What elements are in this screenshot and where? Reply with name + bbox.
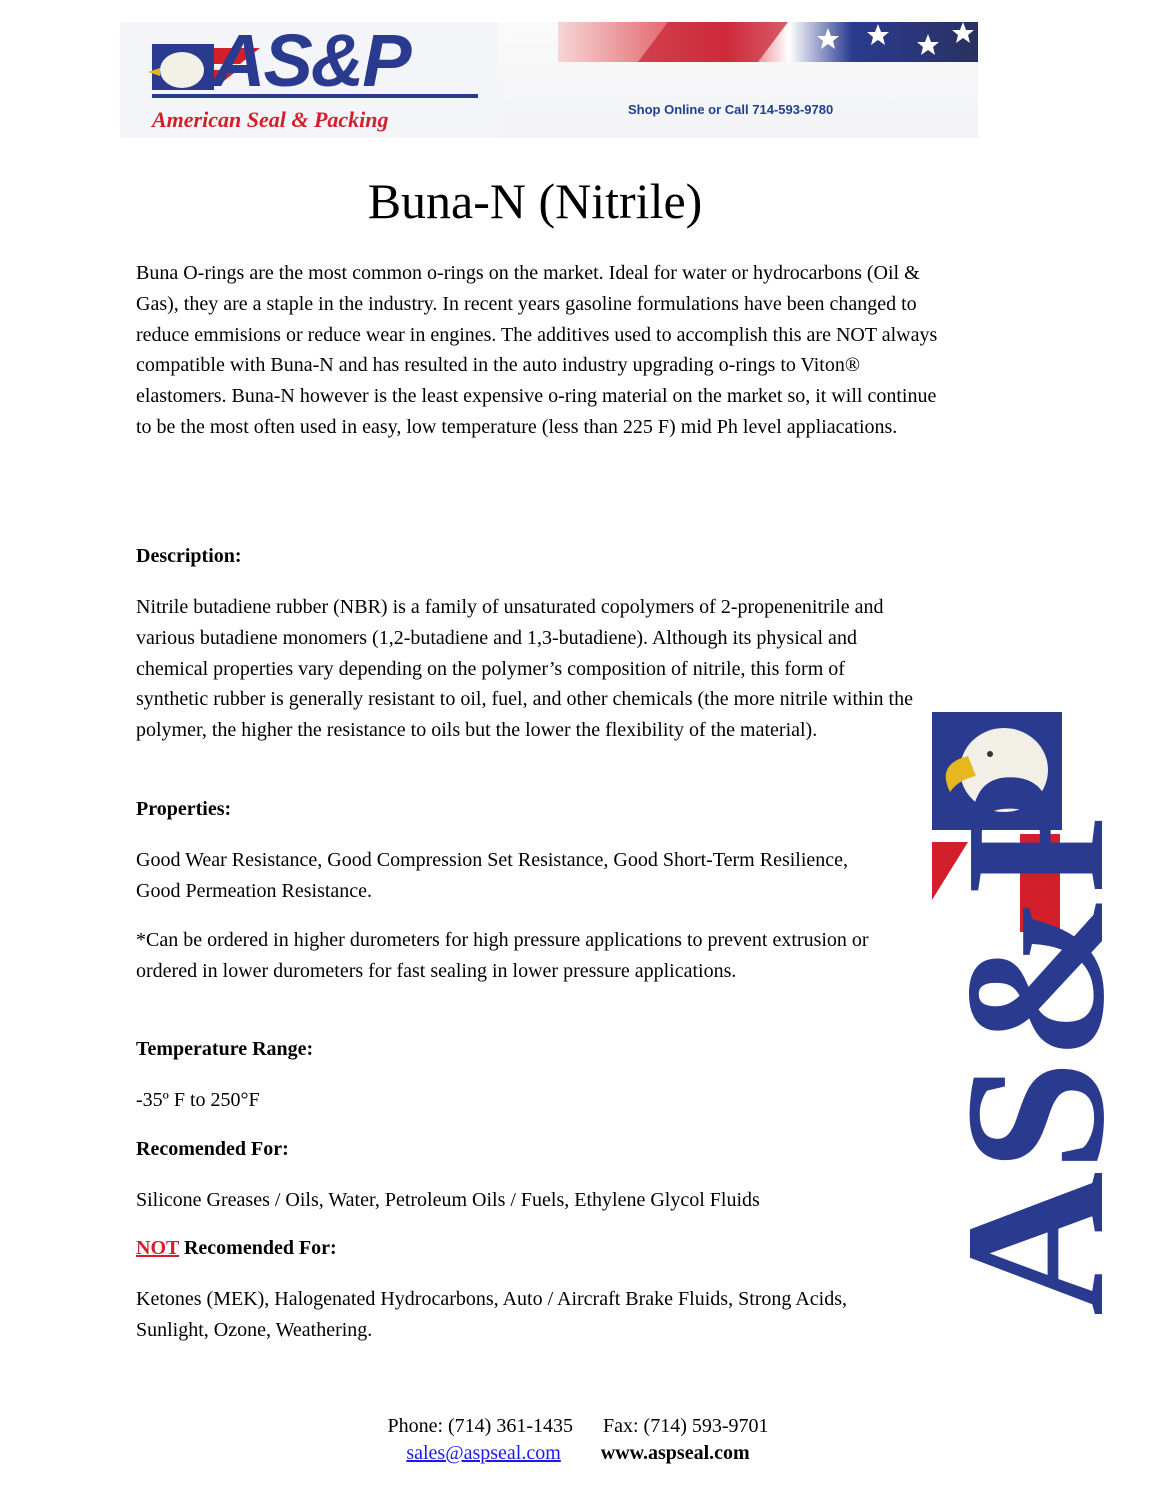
footer-fax: Fax: (714) 593-9701 bbox=[603, 1415, 769, 1437]
description-text: Nitrile butadiene rubber (NBR) is a family of unsaturated copolymers of 2-propenenitrile and various butadiene monomers (1,2-butadiene and 1,3-butadiene). Although its physical and chemical properties vary depending on the polymer’s composition of nitrile, this form of synthetic rubber is generally resistant to oil, fuel, and other chemicals (the more nitrile within the polymer, the higher the resistance to oils but the lower the flexibility of the material). bbox=[136, 596, 913, 742]
properties-text: Good Wear Resistance, Good Compression Set Resistance, Good Short-Term Resilience, Good Permeation Resistance. bbox=[136, 849, 849, 902]
properties-heading: Properties: bbox=[136, 798, 232, 820]
eagle-icon bbox=[160, 52, 204, 88]
side-logo-text bbox=[925, 772, 1146, 1316]
temperature-text: -35º F to 250°F bbox=[136, 1089, 260, 1111]
intro-paragraph: Buna O-rings are the most common o-rings on the market. Ideal for water or hydrocarbons (Oil & Gas), they are a staple in the industry. In recent years gasoline formulations have been changed to reduce emmisions or reduce wear in engines. The additives used to accomplish this are NOT always compatible with Buna-N and has resulted in the auto industry upgrading o-rings to Viton® elastomers. Buna-N however is the least expensive o-ring material on the market so, it will continue to be the most often used in easy, low temperature (less than 225 F) mid Ph level appliacations. bbox=[136, 262, 938, 438]
logo-text: AS&P bbox=[212, 19, 410, 102]
brand-name: American Seal & Packing bbox=[152, 107, 389, 132]
email-link[interactable]: sales@aspseal.com bbox=[406, 1442, 561, 1464]
not-recommended-label: Recomended For: bbox=[178, 1237, 337, 1259]
footer-phone: Phone: (714) 361-1435 bbox=[387, 1415, 573, 1437]
shop-online-text: Shop Online or Call 714-593-9780 bbox=[628, 102, 834, 117]
website-link[interactable]: www.aspseal.com bbox=[600, 1442, 750, 1464]
recommended-heading: Recomended For: bbox=[136, 1138, 289, 1160]
properties-note: *Can be ordered in higher durometers for high pressure applications to prevent extrusion or ordered in lower durometers for fast sealing in lower pressure applications. bbox=[136, 929, 869, 982]
footer-contact bbox=[0, 1415, 1156, 1438]
description-heading: Description: bbox=[136, 545, 242, 567]
page-title: Buna-N (Nitrile) bbox=[367, 173, 703, 229]
not-recommended-heading bbox=[136, 1237, 337, 1260]
flag-banner bbox=[558, 22, 978, 62]
header-banner bbox=[498, 22, 978, 138]
temperature-heading: Temperature Range: bbox=[136, 1038, 314, 1060]
footer-links bbox=[0, 1442, 1156, 1465]
side-logo-letters: AS&P bbox=[925, 771, 1146, 1316]
header-logo bbox=[120, 19, 498, 138]
not-recommended-text: Ketones (MEK), Halogenated Hydrocarbons, Auto / Aircraft Brake Fluids, Strong Acids, Sunlight, Ozone, Weathering. bbox=[136, 1288, 847, 1341]
recommended-text: Silicone Greases / Oils, Water, Petroleum Oils / Fuels, Ethylene Glycol Fluids bbox=[136, 1189, 760, 1211]
not-word: NOT bbox=[136, 1237, 179, 1259]
side-logo bbox=[925, 710, 1146, 1320]
